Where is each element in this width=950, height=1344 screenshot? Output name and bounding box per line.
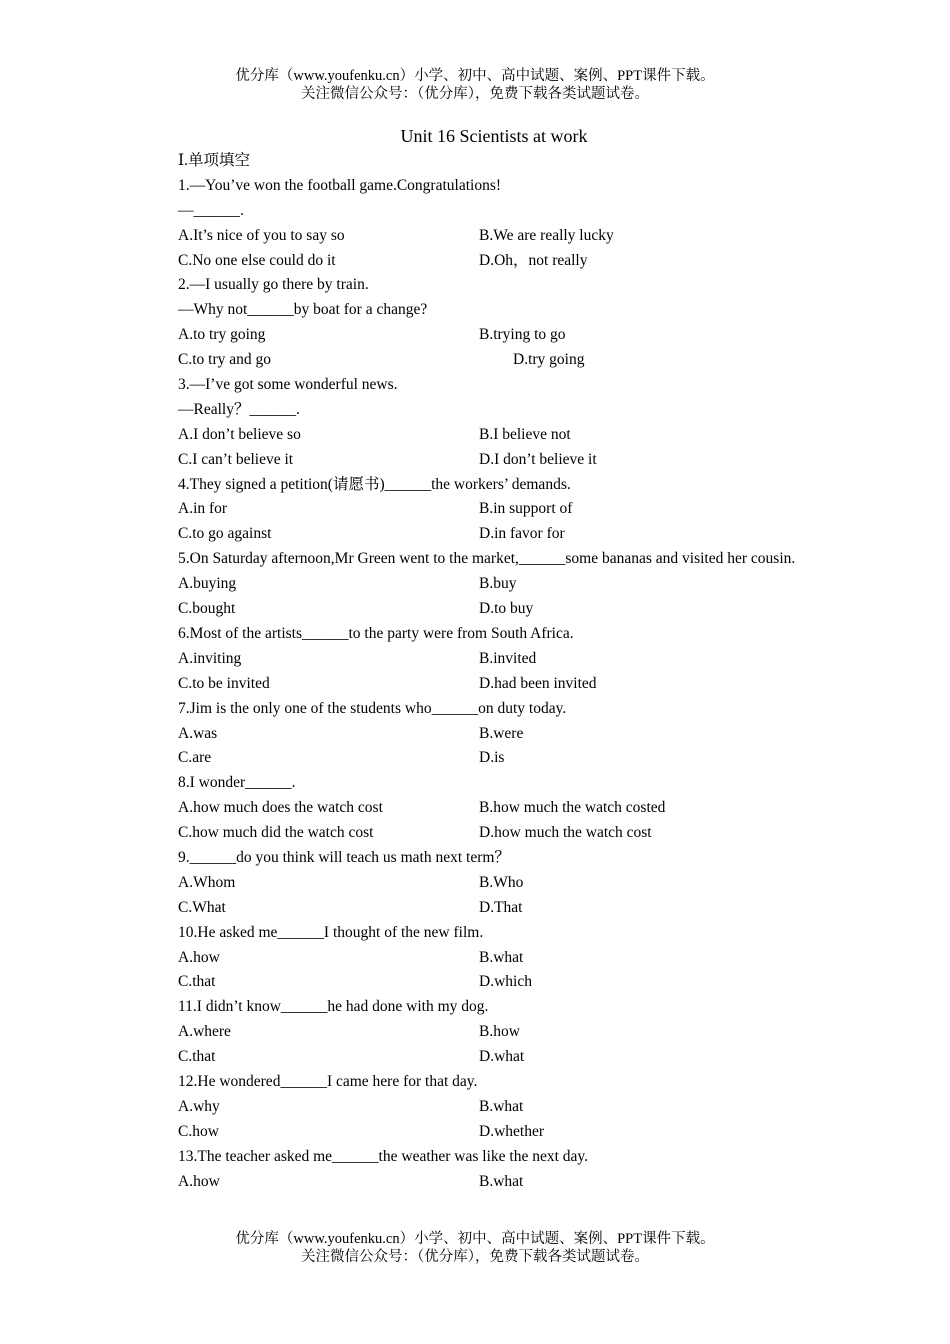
option-row — [143, 323, 807, 348]
question-2 — [143, 273, 807, 373]
answer-option: C.how — [178, 1122, 219, 1140]
question-8 — [143, 771, 807, 846]
option-row — [143, 1020, 807, 1045]
answer-option: B.how — [479, 1023, 520, 1041]
answer-option: A.Whom — [178, 873, 236, 891]
answer-option: A.was — [178, 724, 218, 742]
answer-option: B.invited — [479, 649, 537, 667]
option-row — [143, 249, 807, 274]
question-stem: 3.—I’ve got some wonderful news. — [178, 376, 398, 394]
header-line-1: 优分库（www.youfenku.cn）小学、初中、高中试题、案例、PPT课件下载。 — [235, 68, 715, 84]
answer-option: A.inviting — [178, 649, 242, 667]
answer-option: C.that — [178, 973, 216, 991]
option-row — [143, 746, 807, 771]
option-row — [143, 871, 807, 896]
answer-option: D.what — [479, 1048, 525, 1066]
option-row — [143, 896, 807, 921]
question-stem: 8.I wonder______. — [178, 774, 296, 792]
answer-option: A.I don’t believe so — [178, 425, 301, 443]
answer-option: C.to try and go — [178, 351, 271, 369]
question-response-line: —Why not______by boat for a change? — [178, 301, 428, 319]
option-row — [143, 647, 807, 672]
question-10 — [143, 921, 807, 996]
option-row — [143, 672, 807, 697]
answer-option: A.It’s nice of you to say so — [178, 226, 345, 244]
answer-option: D.That — [479, 898, 523, 916]
question-1 — [143, 174, 807, 274]
answer-option: C.that — [178, 1048, 216, 1066]
answer-option: D.is — [479, 749, 505, 767]
question-stem: 10.He asked me______I thought of the new film. — [178, 923, 484, 941]
question-stem: 2.—I usually go there by train. — [178, 276, 369, 294]
answer-option: C.to go against — [178, 525, 272, 543]
answer-option: A.why — [178, 1097, 220, 1115]
answer-option: A.where — [178, 1023, 231, 1041]
footer-line-1: 优分库（www.youfenku.cn）小学、初中、高中试题、案例、PPT课件下载。 — [235, 1231, 715, 1247]
answer-option: C.are — [178, 749, 212, 767]
answer-option: D.to buy — [479, 600, 534, 618]
question-stem: 6.Most of the artists______to the party were from South Africa. — [178, 624, 574, 642]
question-stem: 12.He wondered______I came here for that day. — [178, 1072, 478, 1090]
answer-option: B.how much the watch costed — [479, 799, 666, 817]
answer-option: B.what — [479, 948, 524, 966]
answer-option: B.trying to go — [479, 326, 566, 344]
answer-option: B.were — [479, 724, 524, 742]
question-9 — [143, 846, 807, 921]
answer-option: A.how — [178, 948, 220, 966]
question-5 — [143, 547, 807, 622]
option-row — [143, 1170, 807, 1195]
question-3 — [143, 373, 807, 473]
question-list — [143, 149, 807, 1194]
option-row — [143, 1045, 807, 1070]
answer-option: B.Who — [479, 873, 524, 891]
answer-option: B.We are really lucky — [479, 226, 614, 244]
answer-option: D.Oh，not really — [479, 251, 588, 269]
option-row — [143, 497, 807, 522]
question-12 — [143, 1070, 807, 1145]
answer-option: A.how much does the watch cost — [178, 799, 383, 817]
question-13 — [143, 1145, 807, 1195]
header-line-2: 关注微信公众号：（优分库），免费下载各类试题试卷。 — [301, 86, 649, 102]
option-row — [143, 448, 807, 473]
question-response-line: —______. — [178, 201, 244, 219]
answer-option: C.how much did the watch cost — [178, 824, 374, 842]
page-title: Unit 16 Scientists at work — [400, 126, 588, 146]
option-row — [143, 597, 807, 622]
answer-option: B.I believe not — [479, 425, 571, 443]
answer-option: C.to be invited — [178, 674, 270, 692]
answer-option: A.how — [178, 1172, 220, 1190]
option-row — [143, 722, 807, 747]
answer-option: D.try going — [513, 351, 585, 369]
section-heading: Ⅰ.单项填空 — [178, 152, 250, 169]
option-row — [143, 821, 807, 846]
question-stem: 7.Jim is the only one of the students who______on duty today. — [178, 699, 567, 717]
question-stem: 5.On Saturday afternoon,Mr Green went to the market,______some bananas and visited her cousin. — [178, 550, 796, 568]
question-11 — [143, 995, 807, 1070]
answer-option: B.in support of — [479, 500, 573, 518]
option-row — [143, 970, 807, 995]
answer-option: D.in favor for — [479, 525, 565, 543]
option-row — [143, 224, 807, 249]
answer-option: D.how much the watch cost — [479, 824, 652, 842]
question-4 — [143, 473, 807, 548]
question-stem: 9.______do you think will teach us math next term？ — [178, 848, 510, 866]
question-stem: 13.The teacher asked me______the weather was like the next day. — [178, 1147, 589, 1165]
question-response-line: —Really？______. — [178, 400, 300, 418]
answer-option: C.No one else could do it — [178, 251, 336, 269]
answer-option: D.which — [479, 973, 532, 991]
option-row — [143, 572, 807, 597]
answer-option: C.What — [178, 898, 226, 916]
option-row — [143, 1095, 807, 1120]
answer-option: B.buy — [479, 575, 517, 593]
option-row — [143, 946, 807, 971]
answer-option: B.what — [479, 1097, 524, 1115]
answer-option: D.whether — [479, 1122, 544, 1140]
answer-option: A.to try going — [178, 326, 266, 344]
option-row — [143, 423, 807, 448]
option-row — [143, 796, 807, 821]
answer-option: D.I don’t believe it — [479, 450, 597, 468]
option-row — [143, 348, 807, 373]
answer-option: C.bought — [178, 600, 236, 618]
answer-option: A.in for — [178, 500, 228, 518]
answer-option: A.buying — [178, 575, 237, 593]
question-6 — [143, 622, 807, 697]
page-header — [0, 67, 950, 103]
question-stem: 1.—You’ve won the football game.Congratulations! — [178, 176, 502, 194]
option-row — [143, 522, 807, 547]
page-footer — [0, 1230, 950, 1266]
questions-container — [143, 174, 807, 1195]
question-7 — [143, 697, 807, 772]
footer-line-2: 关注微信公众号：（优分库），免费下载各类试题试卷。 — [301, 1249, 649, 1265]
question-stem: 4.They signed a petition(请愿书)______the workers’ demands. — [178, 475, 571, 493]
option-row — [143, 1120, 807, 1145]
question-stem: 11.I didn’t know______he had done with my dog. — [178, 998, 489, 1016]
answer-option: D.had been invited — [479, 674, 597, 692]
answer-option: C.I can’t believe it — [178, 450, 294, 468]
answer-option: B.what — [479, 1172, 524, 1190]
